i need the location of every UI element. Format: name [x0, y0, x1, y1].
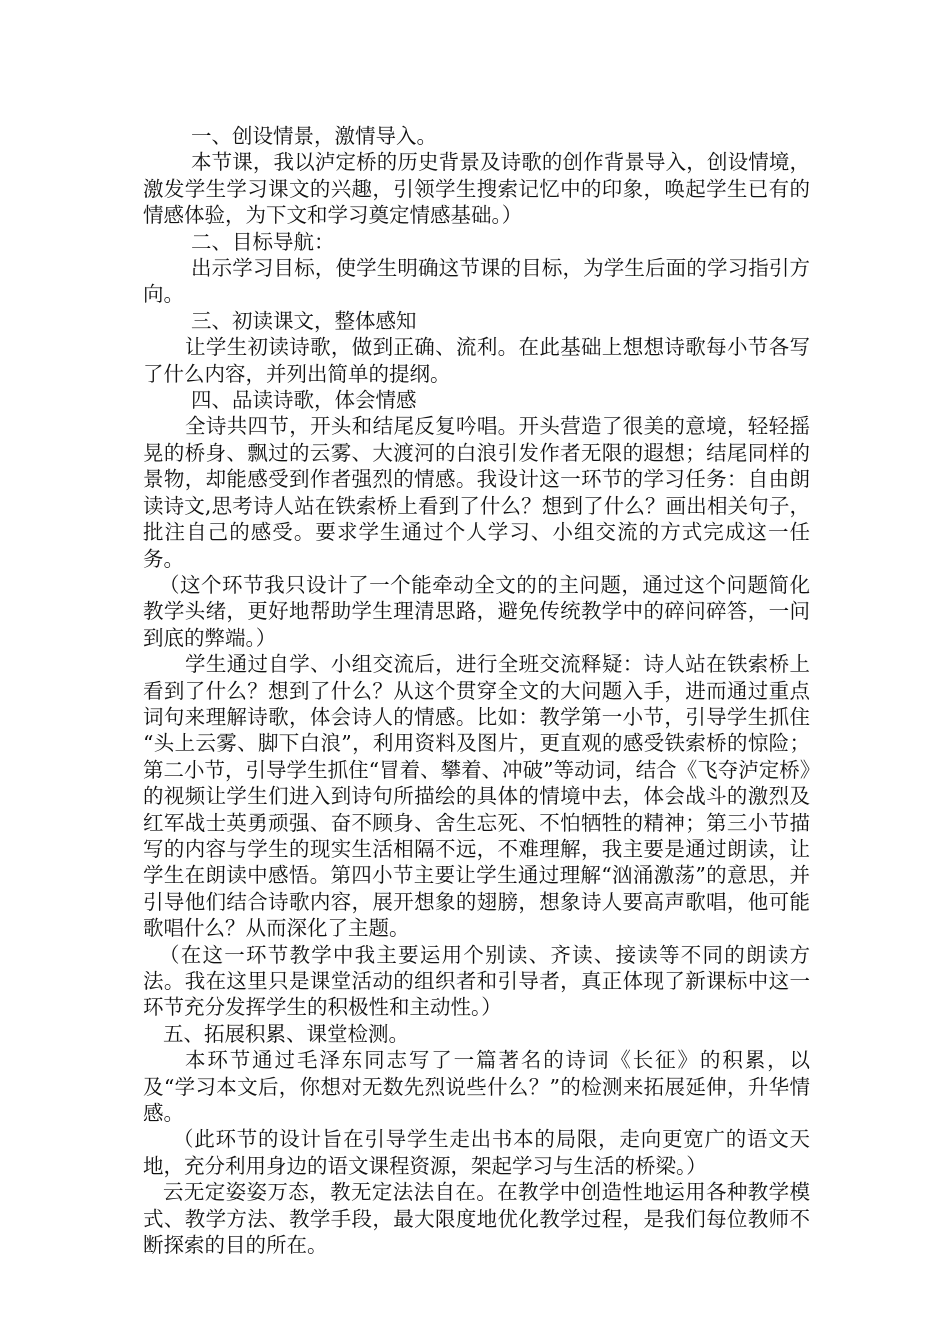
document-body [143, 123, 810, 1258]
paragraph: 全诗共四节，开头和结尾反复吟唱。开头营造了很美的意境，轻轻摇晃的桥身、飘过的云雾、大渡河的白浪引发作者无限的遐想；结尾同样的景物，却能感受到作者强烈的情感。我设计这一环节的学习任务：自由朗读诗文,思考诗人站在铁索桥上看到了什么？想到了什么？画出相关句子，批注自己的感受。要求学生通过个人学习、小组交流的方式完成这一任务。 [143, 414, 810, 571]
annotation-paragraph: （这个环节我只设计了一个能牵动全文的的主问题，通过这个问题简化教学头绪，更好地帮助学生理清思路，避免传统教学中的碎问碎答，一问到底的弊端。） [143, 572, 810, 650]
paragraph: 让学生初读诗歌，做到正确、流利。在此基础上想想诗歌每小节各写了什么内容，并列出简单的提纲。 [143, 335, 810, 386]
section-heading-2: 二、目标导航： [191, 229, 335, 254]
paragraph: 学生通过自学、小组交流后，进行全班交流释疑：诗人站在铁索桥上看到了什么？想到了什么？从这个贯穿全文的大问题入手，进而通过重点词句来理解诗歌，体会诗人的情感。比如：教学第一小节，引导学生抓住 “头上云雾、脚下白浪”，利用资料及图片，更直观的感受铁索桥的惊险；第二小节，引导学生抓住“冒着、攀着、冲破”等动词，结合《飞夺泸定桥》的视频让学生们进入到诗句所描绘的具体的情境中去，体会战斗的激烈及红军战士英勇顽强、奋不顾身、舍生忘死、不怕牺牲的精神；第三小节描写的内容与学生的现实生活相隔不远，不难理解，我主要是通过朗读，让学生在朗读中感悟。第四小节主要让学生通过理解“汹涌激荡”的意思，并引导他们结合诗歌内容，展开想象的翅膀，想象诗人要高声歌唱，他可能歌唱什么？从而深化了主题。 [143, 652, 810, 941]
section-heading-1: 一、创设情景，激情导入。 [191, 124, 437, 148]
annotation-paragraph: （此环节的设计旨在引导学生走出书本的局限，走向更宽广的语文天地，充分利用身边的语文课程资源，架起学习与生活的桥梁。） [143, 1127, 810, 1178]
paragraph: 出示学习目标，使学生明确这节课的目标，为学生后面的学习指引方向。 [143, 256, 810, 307]
section-heading-3: 三、初读课文，整体感知 [191, 308, 417, 333]
annotation-paragraph: （在这一环节教学中我主要运用个别读、齐读、接读等不同的朗读方法。我在这里只是课堂活动的组织者和引导者，真正体现了新课标中这一环节充分发挥学生的积极性和主动性。） [143, 942, 810, 1020]
paragraph: 本节课，我以泸定桥的历史背景及诗歌的创作背景导入，创设情境，激发学生学习课文的兴趣，引领学生搜索记忆中的印象，唤起学生已有的情感体验，为下文和学习奠定情感基础。） [143, 150, 810, 228]
section-heading-5: 五、拓展积累、课堂检测。 [163, 1021, 409, 1046]
closing-paragraph: 云无定姿姿万态，教无定法法自在。在教学中创造性地运用各种教学模式、教学方法、教学手段，最大限度地优化教学过程，是我们每位教师不断探索的目的所在。 [143, 1180, 810, 1258]
section-heading-4: 四、品读诗歌，体会情感 [191, 388, 417, 413]
paragraph: 本环节通过毛泽东同志写了一篇著名的诗词《长征》的积累，以及“学习本文后，你想对无数先烈说些什么？”的检测来拓展延伸，升华情感。 [143, 1048, 810, 1126]
